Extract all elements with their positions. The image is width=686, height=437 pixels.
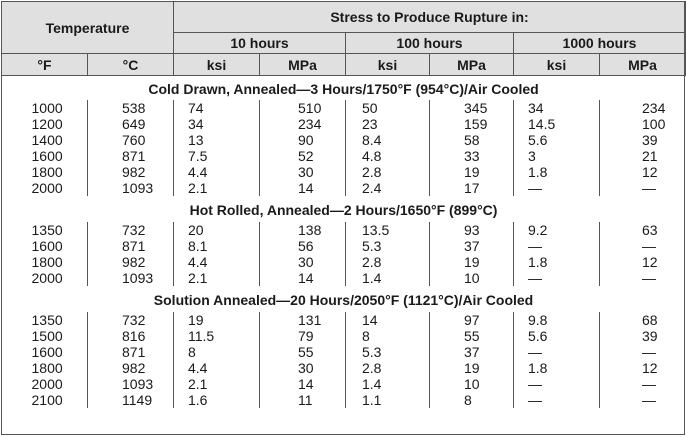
table-cell: 30 (260, 360, 346, 376)
table-cell: 13 (174, 132, 260, 148)
table-row (2, 116, 686, 132)
table-cell: 871 (88, 344, 174, 360)
table-cell: 1.4 (346, 270, 430, 286)
table-cell: 982 (88, 360, 174, 376)
table-cell: 2.8 (346, 360, 430, 376)
table-cell: 9.8 (514, 312, 600, 328)
table-cell: 11 (260, 392, 346, 408)
table-cell: 14 (260, 270, 346, 286)
unit-header-mpa-100h: MPa (430, 54, 514, 76)
table-body (2, 76, 686, 409)
unit-header-fahrenheit: °F (2, 54, 88, 76)
table-cell: 19 (430, 254, 514, 270)
table-row (2, 270, 686, 286)
table-cell: 234 (260, 116, 346, 132)
section-title-row (2, 196, 686, 222)
table-row (2, 344, 686, 360)
table-cell: 37 (430, 344, 514, 360)
table-cell: 39 (600, 328, 686, 344)
unit-header-mpa-10h: MPa (260, 54, 346, 76)
table-cell: 68 (600, 312, 686, 328)
table-cell: 1.8 (514, 254, 600, 270)
table-cell: 732 (88, 312, 174, 328)
table-cell: 17 (430, 180, 514, 196)
table-cell: 1093 (88, 180, 174, 196)
table-row (2, 100, 686, 116)
table-cell: 2.8 (346, 164, 430, 180)
table-cell: — (514, 376, 600, 392)
section-title: Hot Rolled, Annealed—2 Hours/1650°F (899°C) (189, 202, 498, 218)
table-header (2, 2, 686, 76)
table-cell: 982 (88, 164, 174, 180)
table-cell: 1500 (31, 328, 63, 344)
table-cell: 649 (88, 116, 174, 132)
table-cell: — (514, 238, 600, 254)
table-cell: 1149 (88, 392, 174, 408)
table-cell: 33 (430, 148, 514, 164)
table-row (2, 328, 686, 344)
table-cell: 871 (88, 238, 174, 254)
table-cell: 2.8 (346, 254, 430, 270)
rupture-stress-table-container (1, 1, 685, 435)
table-cell: — (600, 392, 686, 408)
table-cell: 9.2 (514, 222, 600, 238)
table-cell: 1400 (31, 132, 63, 148)
table-row (2, 238, 686, 254)
rupture-stress-table (1, 1, 686, 408)
table-cell: 5.3 (346, 344, 430, 360)
table-cell: 1350 (31, 222, 63, 238)
table-cell: 4.4 (174, 254, 260, 270)
table-cell: 21 (600, 148, 686, 164)
table-row (2, 254, 686, 270)
table-cell: — (514, 392, 600, 408)
table-cell: 732 (88, 222, 174, 238)
table-cell: 982 (88, 254, 174, 270)
table-cell: 50 (346, 100, 430, 116)
table-cell: 2000 (31, 270, 63, 286)
table-cell: 538 (88, 100, 174, 116)
table-cell: 7.5 (174, 148, 260, 164)
table-cell: 14.5 (514, 116, 600, 132)
table-cell: 19 (430, 360, 514, 376)
table-cell: 8 (174, 344, 260, 360)
table-cell: 11.5 (174, 328, 260, 344)
table-cell: 55 (260, 344, 346, 360)
table-cell: 13.5 (346, 222, 430, 238)
table-cell: 37 (430, 238, 514, 254)
table-cell: 52 (260, 148, 346, 164)
section-title: Cold Drawn, Annealed—3 Hours/1750°F (954°C)/Air Cooled (148, 81, 539, 97)
section-title-row (2, 286, 686, 312)
table-cell: 2.1 (174, 270, 260, 286)
section-title-row (2, 76, 686, 101)
table-cell: 8 (430, 392, 514, 408)
table-cell: 2100 (31, 392, 63, 408)
table-cell: 1.4 (346, 376, 430, 392)
table-cell: 8 (346, 328, 430, 344)
table-cell: 12 (600, 254, 686, 270)
table-cell: 5.3 (346, 238, 430, 254)
table-row (2, 392, 686, 408)
table-cell: 131 (260, 312, 346, 328)
table-cell: 1600 (31, 238, 63, 254)
table-cell: 93 (430, 222, 514, 238)
table-cell: 19 (174, 312, 260, 328)
table-cell: 8.1 (174, 238, 260, 254)
table-cell: 10 (430, 376, 514, 392)
table-cell: 2000 (31, 376, 63, 392)
table-cell: 1800 (31, 360, 63, 376)
table-cell: 10 (430, 270, 514, 286)
table-cell: 97 (430, 312, 514, 328)
table-cell: 34 (514, 100, 600, 116)
table-cell: 3 (514, 148, 600, 164)
table-cell: 138 (260, 222, 346, 238)
table-cell: 1600 (31, 148, 63, 164)
table-cell: 1.8 (514, 164, 600, 180)
table-cell: 1000 (31, 100, 63, 116)
table-row (2, 360, 686, 376)
table-cell: 760 (88, 132, 174, 148)
table-cell: 30 (260, 164, 346, 180)
table-cell: — (600, 238, 686, 254)
table-cell: 1.1 (346, 392, 430, 408)
table-cell: 4.4 (174, 360, 260, 376)
unit-header-ksi-10h: ksi (174, 54, 260, 76)
duration-header-10h: 10 hours (174, 33, 346, 54)
table-cell: 23 (346, 116, 430, 132)
table-cell: — (600, 180, 686, 196)
table-cell: 5.6 (514, 132, 600, 148)
table-cell: 14 (260, 180, 346, 196)
table-cell: 100 (600, 116, 686, 132)
table-cell: 345 (430, 100, 514, 116)
unit-header-ksi-1000h: ksi (514, 54, 600, 76)
table-cell: 2.1 (174, 180, 260, 196)
table-cell: 90 (260, 132, 346, 148)
table-cell: 2000 (31, 180, 63, 196)
section-title: Solution Annealed—20 Hours/2050°F (1121°C)/Air Cooled (153, 292, 534, 308)
table-cell: 55 (430, 328, 514, 344)
table-cell: 4.8 (346, 148, 430, 164)
table-cell: 2.1 (174, 376, 260, 392)
table-cell: 79 (260, 328, 346, 344)
table-cell: 8.4 (346, 132, 430, 148)
table-row (2, 164, 686, 180)
table-cell: 510 (260, 100, 346, 116)
table-cell: — (514, 180, 600, 196)
stress-header: Stress to Produce Rupture in: (174, 2, 686, 33)
table-cell: 20 (174, 222, 260, 238)
table-cell: 1093 (88, 376, 174, 392)
table-cell: — (600, 344, 686, 360)
table-cell: 14 (346, 312, 430, 328)
table-cell: 74 (174, 100, 260, 116)
table-cell: 58 (430, 132, 514, 148)
table-cell: 12 (600, 164, 686, 180)
table-cell: 2.4 (346, 180, 430, 196)
table-cell: 5.6 (514, 328, 600, 344)
unit-header-celsius: °C (88, 54, 174, 76)
table-cell: 1093 (88, 270, 174, 286)
table-row (2, 180, 686, 196)
duration-header-100h: 100 hours (346, 33, 514, 54)
table-cell: — (514, 270, 600, 286)
table-cell: 159 (430, 116, 514, 132)
table-cell: 1.6 (174, 392, 260, 408)
table-cell: 30 (260, 254, 346, 270)
table-row (2, 148, 686, 164)
table-cell: 1350 (31, 312, 63, 328)
table-cell: 816 (88, 328, 174, 344)
table-cell: — (600, 270, 686, 286)
table-cell: 63 (600, 222, 686, 238)
table-cell: 34 (174, 116, 260, 132)
table-row (2, 376, 686, 392)
table-row (2, 312, 686, 328)
table-cell: — (600, 376, 686, 392)
table-cell: 19 (430, 164, 514, 180)
table-cell: 234 (600, 100, 686, 116)
table-cell: 1600 (31, 344, 63, 360)
table-cell: 14 (260, 376, 346, 392)
table-cell: 39 (600, 132, 686, 148)
temperature-header: Temperature (2, 2, 174, 54)
table-cell: 1800 (31, 164, 63, 180)
table-cell: 871 (88, 148, 174, 164)
duration-header-1000h: 1000 hours (514, 33, 686, 54)
table-cell: 12 (600, 360, 686, 376)
table-cell: — (514, 344, 600, 360)
table-row (2, 222, 686, 238)
table-cell: 1.8 (514, 360, 600, 376)
unit-header-mpa-1000h: MPa (600, 54, 686, 76)
table-cell: 1200 (31, 116, 63, 132)
table-cell: 4.4 (174, 164, 260, 180)
table-cell: 1800 (31, 254, 63, 270)
table-row (2, 132, 686, 148)
unit-header-ksi-100h: ksi (346, 54, 430, 76)
table-cell: 56 (260, 238, 346, 254)
